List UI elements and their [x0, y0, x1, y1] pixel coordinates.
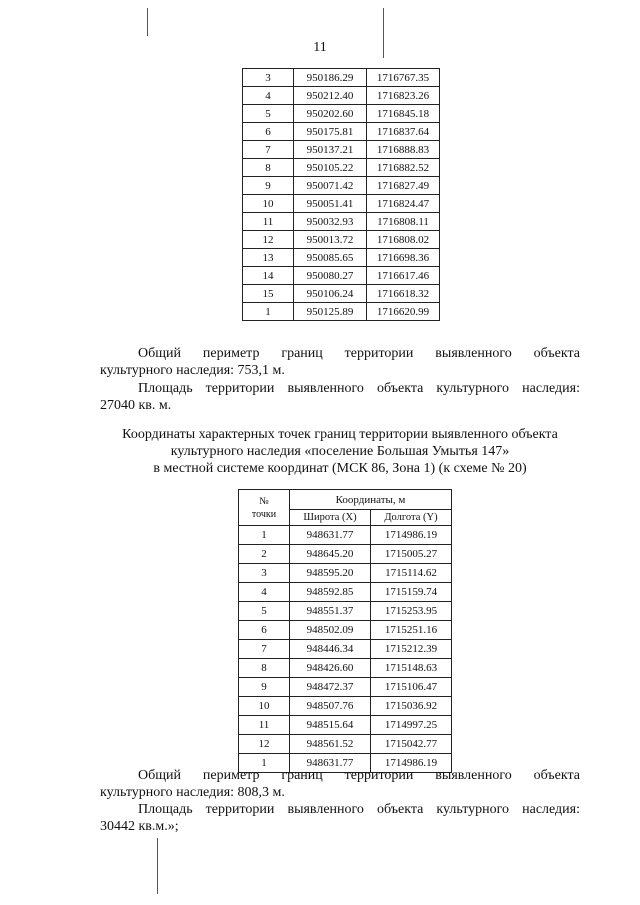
header-point-number	[239, 490, 290, 526]
y-coordinate-cell: 1716882.52	[367, 159, 440, 177]
point-number-cell: 11	[239, 716, 290, 735]
x-coordinate-cell: 950175.81	[294, 123, 367, 141]
x-coordinate-cell: 948502.09	[290, 621, 371, 640]
table-row	[243, 249, 440, 267]
x-coordinate-cell: 950212.40	[294, 87, 367, 105]
table-row	[243, 123, 440, 141]
area-text-1-cont	[100, 397, 580, 414]
y-coordinate-cell: 1716767.35	[367, 69, 440, 87]
header-num-symbol: №	[259, 495, 269, 507]
y-coordinate-cell: 1715042.77	[371, 735, 452, 754]
area-line: 27040 кв. м.	[100, 398, 172, 413]
x-coordinate-cell: 950202.60	[294, 105, 367, 123]
point-number-cell: 6	[239, 621, 290, 640]
coordinates-table-2-header	[239, 490, 452, 526]
y-coordinate-cell: 1716620.99	[367, 303, 440, 321]
x-coordinate-cell: 950032.93	[294, 213, 367, 231]
header-num-word: точки	[251, 508, 277, 520]
point-number-cell: 7	[239, 640, 290, 659]
point-number-cell: 6	[243, 123, 294, 141]
y-coordinate-cell: 1716618.32	[367, 285, 440, 303]
table-row	[243, 87, 440, 105]
heading-line: в местной системе координат (МСК 86, Зона 1) (к схеме № 20)	[153, 461, 527, 476]
table-row	[243, 231, 440, 249]
y-coordinate-cell: 1715036.92	[371, 697, 452, 716]
area-text-2	[100, 801, 580, 818]
table-row	[239, 716, 452, 735]
table-row	[239, 545, 452, 564]
x-coordinate-cell: 950080.27	[294, 267, 367, 285]
x-coordinate-cell: 948595.20	[290, 564, 371, 583]
point-number-cell: 5	[243, 105, 294, 123]
table-row	[243, 177, 440, 195]
section-heading	[80, 426, 600, 477]
coordinates-table-2-body	[239, 526, 452, 773]
x-coordinate-cell: 948631.77	[290, 754, 371, 773]
y-coordinate-cell: 1715148.63	[371, 659, 452, 678]
scan-artifact-line	[147, 8, 148, 36]
header-coordinates: Координаты, м	[290, 490, 452, 510]
y-coordinate-cell: 1714986.19	[371, 526, 452, 545]
x-coordinate-cell: 948551.37	[290, 602, 371, 621]
area-text-1	[100, 380, 580, 397]
y-coordinate-cell: 1715005.27	[371, 545, 452, 564]
table-row	[243, 195, 440, 213]
y-coordinate-cell: 1716808.11	[367, 213, 440, 231]
y-coordinate-cell: 1716824.47	[367, 195, 440, 213]
point-number-cell: 8	[243, 159, 294, 177]
y-coordinate-cell: 1715251.16	[371, 621, 452, 640]
area-line: Площадь территории выявленного объекта культурного наследия:	[138, 802, 580, 817]
x-coordinate-cell: 950125.89	[294, 303, 367, 321]
perimeter-text-2-cont	[100, 784, 580, 801]
point-number-cell: 2	[239, 545, 290, 564]
x-coordinate-cell: 948645.20	[290, 545, 371, 564]
x-coordinate-cell: 948446.34	[290, 640, 371, 659]
coordinates-table-2	[238, 489, 452, 773]
x-coordinate-cell: 948507.76	[290, 697, 371, 716]
y-coordinate-cell: 1715106.47	[371, 678, 452, 697]
x-coordinate-cell: 950085.65	[294, 249, 367, 267]
x-coordinate-cell: 950071.42	[294, 177, 367, 195]
page-number: 11	[313, 40, 327, 55]
area-text-2-cont	[100, 818, 580, 835]
x-coordinate-cell: 948561.52	[290, 735, 371, 754]
perimeter-line: Общий периметр границ территории выявленного объекта	[138, 346, 580, 361]
point-number-cell: 12	[239, 735, 290, 754]
point-number-cell: 9	[239, 678, 290, 697]
table-row	[239, 564, 452, 583]
point-number-cell: 14	[243, 267, 294, 285]
y-coordinate-cell: 1715253.95	[371, 602, 452, 621]
y-coordinate-cell: 1715114.62	[371, 564, 452, 583]
y-coordinate-cell: 1714997.25	[371, 716, 452, 735]
table-row	[239, 697, 452, 716]
point-number-cell: 5	[239, 602, 290, 621]
point-number-cell: 1	[239, 526, 290, 545]
table-row	[239, 678, 452, 697]
point-number-cell: 4	[239, 583, 290, 602]
x-coordinate-cell: 950186.29	[294, 69, 367, 87]
y-coordinate-cell: 1715159.74	[371, 583, 452, 602]
x-coordinate-cell: 950106.24	[294, 285, 367, 303]
perimeter-line: культурного наследия: 753,1 м.	[100, 363, 285, 378]
point-number-cell: 9	[243, 177, 294, 195]
heading-line: Координаты характерных точек границ территории выявленного объекта	[122, 427, 558, 442]
table-row	[239, 735, 452, 754]
table-row	[243, 141, 440, 159]
table-row	[239, 621, 452, 640]
point-number-cell: 4	[243, 87, 294, 105]
table-row	[243, 159, 440, 177]
point-number-cell: 8	[239, 659, 290, 678]
x-coordinate-cell: 950105.22	[294, 159, 367, 177]
point-number-cell: 1	[239, 754, 290, 773]
y-coordinate-cell: 1714986.19	[371, 754, 452, 773]
area-line: Площадь территории выявленного объекта культурного наследия:	[138, 381, 580, 396]
scan-artifact-line	[157, 838, 158, 894]
x-coordinate-cell: 948515.64	[290, 716, 371, 735]
table-row	[239, 640, 452, 659]
point-number-cell: 10	[239, 697, 290, 716]
perimeter-line: Общий периметр границ территории выявленного объекта	[138, 768, 580, 783]
x-coordinate-cell: 948472.37	[290, 678, 371, 697]
table-row	[243, 213, 440, 231]
y-coordinate-cell: 1716823.26	[367, 87, 440, 105]
perimeter-text-1	[100, 345, 580, 362]
perimeter-text-1-cont	[100, 362, 580, 379]
y-coordinate-cell: 1716827.49	[367, 177, 440, 195]
table-row	[239, 583, 452, 602]
point-number-cell: 13	[243, 249, 294, 267]
point-number-cell: 1	[243, 303, 294, 321]
table-row	[239, 526, 452, 545]
perimeter-text-2	[100, 767, 580, 784]
point-number-cell: 11	[243, 213, 294, 231]
x-coordinate-cell: 948631.77	[290, 526, 371, 545]
table-row	[243, 105, 440, 123]
x-coordinate-cell: 950137.21	[294, 141, 367, 159]
table-row	[243, 69, 440, 87]
x-coordinate-cell: 950013.72	[294, 231, 367, 249]
y-coordinate-cell: 1716698.36	[367, 249, 440, 267]
table-row	[243, 267, 440, 285]
table-row	[243, 285, 440, 303]
coordinates-table-1-body	[243, 69, 440, 321]
table-row	[239, 602, 452, 621]
table-row	[243, 303, 440, 321]
point-number-cell: 15	[243, 285, 294, 303]
x-coordinate-cell: 950051.41	[294, 195, 367, 213]
y-coordinate-cell: 1716808.02	[367, 231, 440, 249]
point-number-cell: 12	[243, 231, 294, 249]
y-coordinate-cell: 1716888.83	[367, 141, 440, 159]
point-number-cell: 7	[243, 141, 294, 159]
point-number-cell: 3	[243, 69, 294, 87]
area-line: 30442 кв.м.»;	[100, 819, 179, 834]
y-coordinate-cell: 1716837.64	[367, 123, 440, 141]
x-coordinate-cell: 948592.85	[290, 583, 371, 602]
heading-line: культурного наследия «поселение Большая Умытья 147»	[170, 444, 510, 459]
header-latitude: Широта (X)	[290, 510, 371, 526]
point-number-cell: 10	[243, 195, 294, 213]
y-coordinate-cell: 1715212.39	[371, 640, 452, 659]
y-coordinate-cell: 1716845.18	[367, 105, 440, 123]
point-number-cell: 3	[239, 564, 290, 583]
header-longitude: Долгота (Y)	[371, 510, 452, 526]
table-row	[239, 659, 452, 678]
y-coordinate-cell: 1716617.46	[367, 267, 440, 285]
coordinates-table-1	[242, 68, 440, 321]
perimeter-line: культурного наследия: 808,3 м.	[100, 785, 285, 800]
x-coordinate-cell: 948426.60	[290, 659, 371, 678]
